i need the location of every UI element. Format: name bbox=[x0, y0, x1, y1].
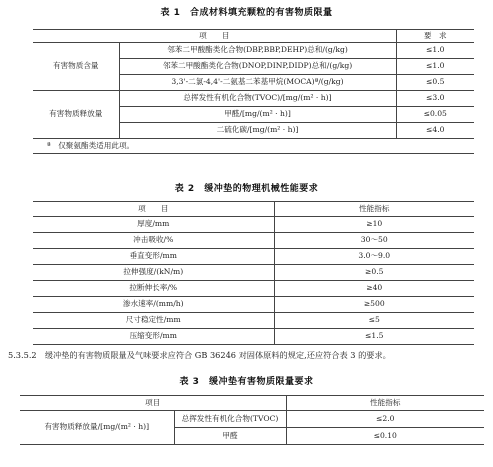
clause-5-3-5-2-text: 5.3.5.2 缓冲垫的有害物质限量及气味要求应符合 GB 36246 对固体原料的规定,还应符合表 3 的要求。 bbox=[8, 350, 391, 360]
table-row bbox=[20, 411, 484, 428]
table1-header-item: 项 目 bbox=[33, 30, 396, 43]
table1-note-row bbox=[33, 139, 474, 154]
table2-req: ≥0.5 bbox=[274, 265, 474, 281]
table1-header-req: 要 求 bbox=[396, 30, 474, 43]
table1-item: 邻苯二甲酸酯类化合物(DNOP,DINP,DIDP)总和/(g/kg) bbox=[119, 59, 396, 75]
table1-item: 邻苯二甲酸酯类化合物(DBP,BBP,DEHP)总和/(g/kg) bbox=[119, 43, 396, 59]
table3-header-row bbox=[20, 396, 484, 411]
table2-item: 垂直变形/mm bbox=[33, 249, 274, 265]
table2-item: 厚度/mm bbox=[33, 217, 274, 233]
table2-item: 渗水速率/(mm/h) bbox=[33, 297, 274, 313]
table2-req: ≤5 bbox=[274, 313, 474, 329]
table2-header-item: 项 目 bbox=[33, 202, 274, 217]
table-row bbox=[33, 297, 474, 313]
table2-header-req: 性能指标 bbox=[274, 202, 474, 217]
table3-caption: 表 3 缓冲垫有害物质限量要求 bbox=[179, 377, 314, 387]
table1-item: 甲醛/[mg/(m² · h)] bbox=[119, 107, 396, 123]
table3-header-req: 性能指标 bbox=[286, 396, 484, 411]
table1-group-release: 有害物质释放量 bbox=[33, 91, 119, 139]
table2-req: 30～50 bbox=[274, 233, 474, 249]
table3-item: 总挥发性有机化合物(TVOC) bbox=[174, 411, 286, 428]
table2-req: 3.0～9.0 bbox=[274, 249, 474, 265]
table2-item: 冲击吸收/% bbox=[33, 233, 274, 249]
table-row bbox=[33, 43, 474, 59]
table2 bbox=[33, 201, 474, 345]
table-row bbox=[33, 233, 474, 249]
table3-item: 甲醛 bbox=[174, 428, 286, 445]
table-row bbox=[33, 281, 474, 297]
table2-req: ≥40 bbox=[274, 281, 474, 297]
table-row bbox=[33, 329, 474, 345]
table1-header-row bbox=[33, 30, 474, 43]
table1-req: ≤1.0 bbox=[396, 59, 474, 75]
table2-caption: 表 2 缓冲垫的物理机械性能要求 bbox=[174, 184, 319, 194]
table1-req: ≤0.5 bbox=[396, 75, 474, 91]
table1-item: 二硫化碳/[mg/(m² · h)] bbox=[119, 123, 396, 139]
table2-header-row bbox=[33, 202, 474, 217]
table3-req: ≤0.10 bbox=[286, 428, 484, 445]
table1 bbox=[33, 29, 474, 154]
table2-item: 拉伸强度/(kN/m) bbox=[33, 265, 274, 281]
table2-item: 压缩变形/mm bbox=[33, 329, 274, 345]
table2-req: ≥500 bbox=[274, 297, 474, 313]
table1-caption: 表 1 合成材料填充颗粒的有害物质限量 bbox=[160, 8, 333, 18]
table2-req: ≤1.5 bbox=[274, 329, 474, 345]
table1-req: ≤1.0 bbox=[396, 43, 474, 59]
table-row bbox=[33, 265, 474, 281]
table-row bbox=[33, 91, 474, 107]
table1-req: ≤3.0 bbox=[396, 91, 474, 107]
table2-item: 尺寸稳定性/mm bbox=[33, 313, 274, 329]
table-row bbox=[33, 217, 474, 233]
table3-req: ≤2.0 bbox=[286, 411, 484, 428]
table1-note: ª 仅聚氨酯类适用此项。 bbox=[33, 139, 474, 154]
table1-group-content: 有害物质含量 bbox=[33, 43, 119, 91]
table-row bbox=[33, 249, 474, 265]
table3-header-item: 项目 bbox=[20, 396, 286, 411]
table3 bbox=[20, 395, 484, 445]
table1-item: 总挥发性有机化合物(TVOC)/[mg/(m² · h)] bbox=[119, 91, 396, 107]
table1-item: 3,3'-二氯-4,4'-二氨基二苯基甲烷(MOCA)ª/(g/kg) bbox=[119, 75, 396, 91]
table3-group: 有害物质释放量/[mg/(m² · h)] bbox=[20, 411, 174, 445]
table2-item: 拉断伸长率/% bbox=[33, 281, 274, 297]
table1-req: ≤0.05 bbox=[396, 107, 474, 123]
table1-req: ≤4.0 bbox=[396, 123, 474, 139]
table2-req: ≥10 bbox=[274, 217, 474, 233]
table-row bbox=[33, 313, 474, 329]
